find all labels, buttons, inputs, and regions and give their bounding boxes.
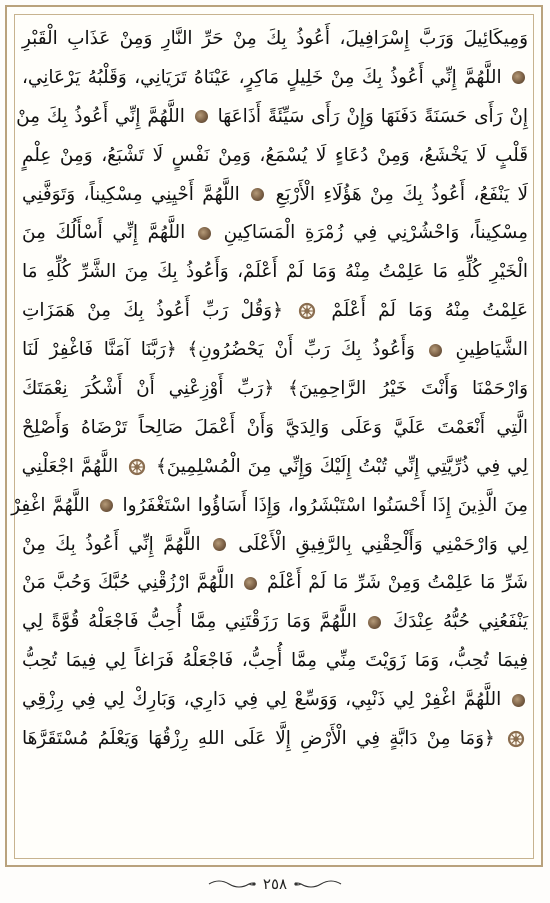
text-segment: عَلِمْتُ مِنْهُ وَمَا لَمْ أَعْلَمْ bbox=[331, 300, 528, 322]
text-segment: اللَّهُمَّ وَمَا رَزَقْتَنِي مِمَّا أُحِبُّ فَاجْعَلْهُ قُوَّةً لِي bbox=[22, 611, 357, 633]
text-segment: يَنْفَعُنِي حُبُّهُ عِنْدَكَ bbox=[393, 611, 528, 633]
text-line-17 bbox=[22, 642, 528, 681]
text-segment: مِنَ الَّذِينَ إِذَا أَحْسَنُوا اسْتَبْشَرُوا، وَإِذَا أَسَاؤُوا اسْتَغْفَرُوا bbox=[122, 494, 528, 516]
text-segment: لِي فِي ذُرِّيَّتِي إِنِّي تُبْتُ إِلَيْكَ وَإِنِّي مِنَ الْمُسْلِمِينَ﴾ bbox=[155, 455, 528, 477]
text-line-12 bbox=[22, 448, 528, 487]
text-line-11 bbox=[22, 409, 528, 448]
text-segment: اللَّهُمَّ اغْفِرْ لِي ذَنْبِي، وَوَسِّعْ لِي فِي دَارِي، وَبَارِكْ لِي فِي رِزْقِي bbox=[22, 689, 502, 711]
verse-bullet-icon bbox=[100, 499, 113, 512]
text-line-2 bbox=[22, 59, 528, 98]
text-segment: اللَّهُمَّ اجْعَلْنِي bbox=[21, 455, 119, 477]
text-segment: ﴿رَبَّنَا آمَنَّا فَاغْفِرْ لَنَا bbox=[22, 339, 177, 361]
quran-flower-icon bbox=[507, 730, 525, 748]
text-segment: اللَّهُمَّ إِنِّي أَسْأَلُكَ مِنَ bbox=[22, 222, 186, 244]
quran-flower-icon bbox=[128, 458, 146, 476]
text-segment: الَّتِي أَنْعَمْتَ عَلَيَّ وَعَلَى وَالِدَيَّ وَأَنْ أَعْمَلَ صَالِحاً تَرْضَاهُ وَأَصْلِحْ bbox=[22, 416, 528, 438]
text-line-1 bbox=[22, 20, 528, 59]
verse-bullet-icon bbox=[198, 227, 211, 240]
text-segment: لَا يَنْفَعُ، أَعُوذُ بِكَ مِنْ هَؤُلَاءِ الْأَرْبَعِ bbox=[275, 183, 528, 205]
text-line-7 bbox=[22, 253, 528, 292]
text-line-14 bbox=[22, 526, 528, 565]
text-segment: اللَّهُمَّ إِنِّي أَعُوذُ بِكَ مِنْ bbox=[22, 533, 201, 555]
verse-bullet-icon bbox=[429, 344, 442, 357]
text-line-15 bbox=[22, 564, 528, 603]
text-line-10 bbox=[22, 370, 528, 409]
ornament-left-icon bbox=[207, 878, 257, 890]
text-line-3 bbox=[16, 98, 528, 137]
ornament-right-icon bbox=[293, 878, 343, 890]
text-line-9 bbox=[22, 331, 528, 370]
page-number: ٢٥٨ bbox=[262, 875, 288, 893]
text-segment: وَأَعُوذُ بِكَ رَبِّ أَنْ يَحْضُرُونِ﴾ bbox=[187, 339, 415, 361]
text-segment: ﴿رَبِّ أَوْزِعْنِي أَنْ أَشْكُرَ نِعْمَتَكَ bbox=[22, 378, 275, 400]
verse-bullet-icon bbox=[213, 538, 226, 551]
text-segment: ﴿وَمَا مِنْ دَابَّةٍ فِي الْأَرْضِ إِلَّا عَلَى اللهِ رِزْقُهَا وَيَعْلَمُ مُسْتَقَرَّهَا bbox=[22, 728, 495, 750]
verse-bullet-icon bbox=[512, 694, 525, 707]
text-segment: إِنْ رَأَى حَسَنَةً دَفَنَهَا وَإِنْ رَأَى سَيِّئَةً أَذَاعَهَا bbox=[217, 105, 528, 127]
text-segment: لِي وَارْحَمْنِي وَأَلْحِقْنِي بِالرَّفِيقِ الْأَعْلَى bbox=[238, 533, 528, 555]
text-segment: اللَّهُمَّ اغْفِرْ bbox=[11, 494, 90, 516]
text-line-13 bbox=[11, 487, 528, 526]
text-segment: قَلْبٍ لَا يَخْشَعُ، وَمِنْ دُعَاءٍ لَا يُسْمَعُ، وَمِنْ نَفْسٍ لَا تَشْبَعُ، وَمِنْ عِلْمٍ bbox=[22, 144, 528, 166]
text-line-5 bbox=[22, 176, 528, 215]
text-line-4 bbox=[22, 137, 528, 176]
text-line-6 bbox=[22, 214, 528, 253]
text-segment: الْخَيْرِ كُلِّهِ مَا عَلِمْتُ مِنْهُ وَمَا لَمْ أَعْلَمْ، وَأَعُوذُ بِكَ مِنَ الشَّرِّ كُلِّهِ مَا bbox=[22, 261, 528, 283]
verse-bullet-icon bbox=[512, 71, 525, 84]
text-segment: اللَّهُمَّ أَحْيِنِي مِسْكِيناً، وَتَوَفَّنِي bbox=[22, 183, 240, 205]
text-segment: ﴿وَقُلْ رَبِّ أَعُوذُ بِكَ مِنْ هَمَزَاتِ bbox=[22, 300, 283, 322]
text-segment: وَمِيكَائِيلَ وَرَبَّ إِسْرَافِيلَ، أَعُوذُ بِكَ مِنْ حَرِّ النَّارِ وَمِنْ عَذَابِ الْقَبْرِ bbox=[22, 28, 528, 49]
text-line-8 bbox=[22, 292, 528, 331]
text-segment: شَرِّ مَا عَلِمْتُ وَمِنْ شَرِّ مَا لَمْ أَعْلَمْ bbox=[266, 572, 528, 594]
verse-bullet-icon bbox=[368, 616, 381, 629]
verse-bullet-icon bbox=[244, 577, 257, 590]
verse-bullet-icon bbox=[195, 110, 208, 123]
text-segment: فِيمَا تُحِبُّ، وَمَا زَوَيْتَ مِنِّي مِمَّا أُحِبُّ، فَاجْعَلْهُ فَرَاغاً لِي فِيمَا تُحِبُّ bbox=[22, 650, 528, 672]
text-segment: اللَّهُمَّ إِنِّي أَعُوذُ بِكَ مِنْ bbox=[16, 105, 185, 127]
text-line-16 bbox=[22, 603, 528, 642]
page-footer bbox=[0, 869, 550, 899]
text-segment: مِسْكِيناً، وَاحْشُرْنِي فِي زُمْرَةِ الْمَسَاكِينِ bbox=[223, 222, 528, 244]
text-segment: اللَّهُمَّ ارْزُقْنِي حُبَّكَ وَحُبَّ مَنْ bbox=[22, 572, 235, 594]
text-segment: الشَّيَاطِينِ bbox=[455, 339, 528, 361]
text-segment: وَارْحَمْنَا وَأَنْتَ خَيْرُ الرَّاحِمِينَ﴾ bbox=[287, 378, 529, 400]
quran-flower-icon bbox=[298, 302, 316, 320]
verse-bullet-icon bbox=[251, 188, 264, 201]
text-line-19 bbox=[22, 720, 528, 759]
supplication-text-body bbox=[11, 20, 529, 855]
text-segment: اللَّهُمَّ إِنِّي أَعُوذُ بِكَ مِنْ خَلِيلٍ مَاكِرٍ، عَيْنَاهُ تَرَيَانِي، وَقَلْبُهُ يَرْعَانِي، bbox=[22, 66, 502, 88]
text-line-18 bbox=[22, 681, 528, 720]
